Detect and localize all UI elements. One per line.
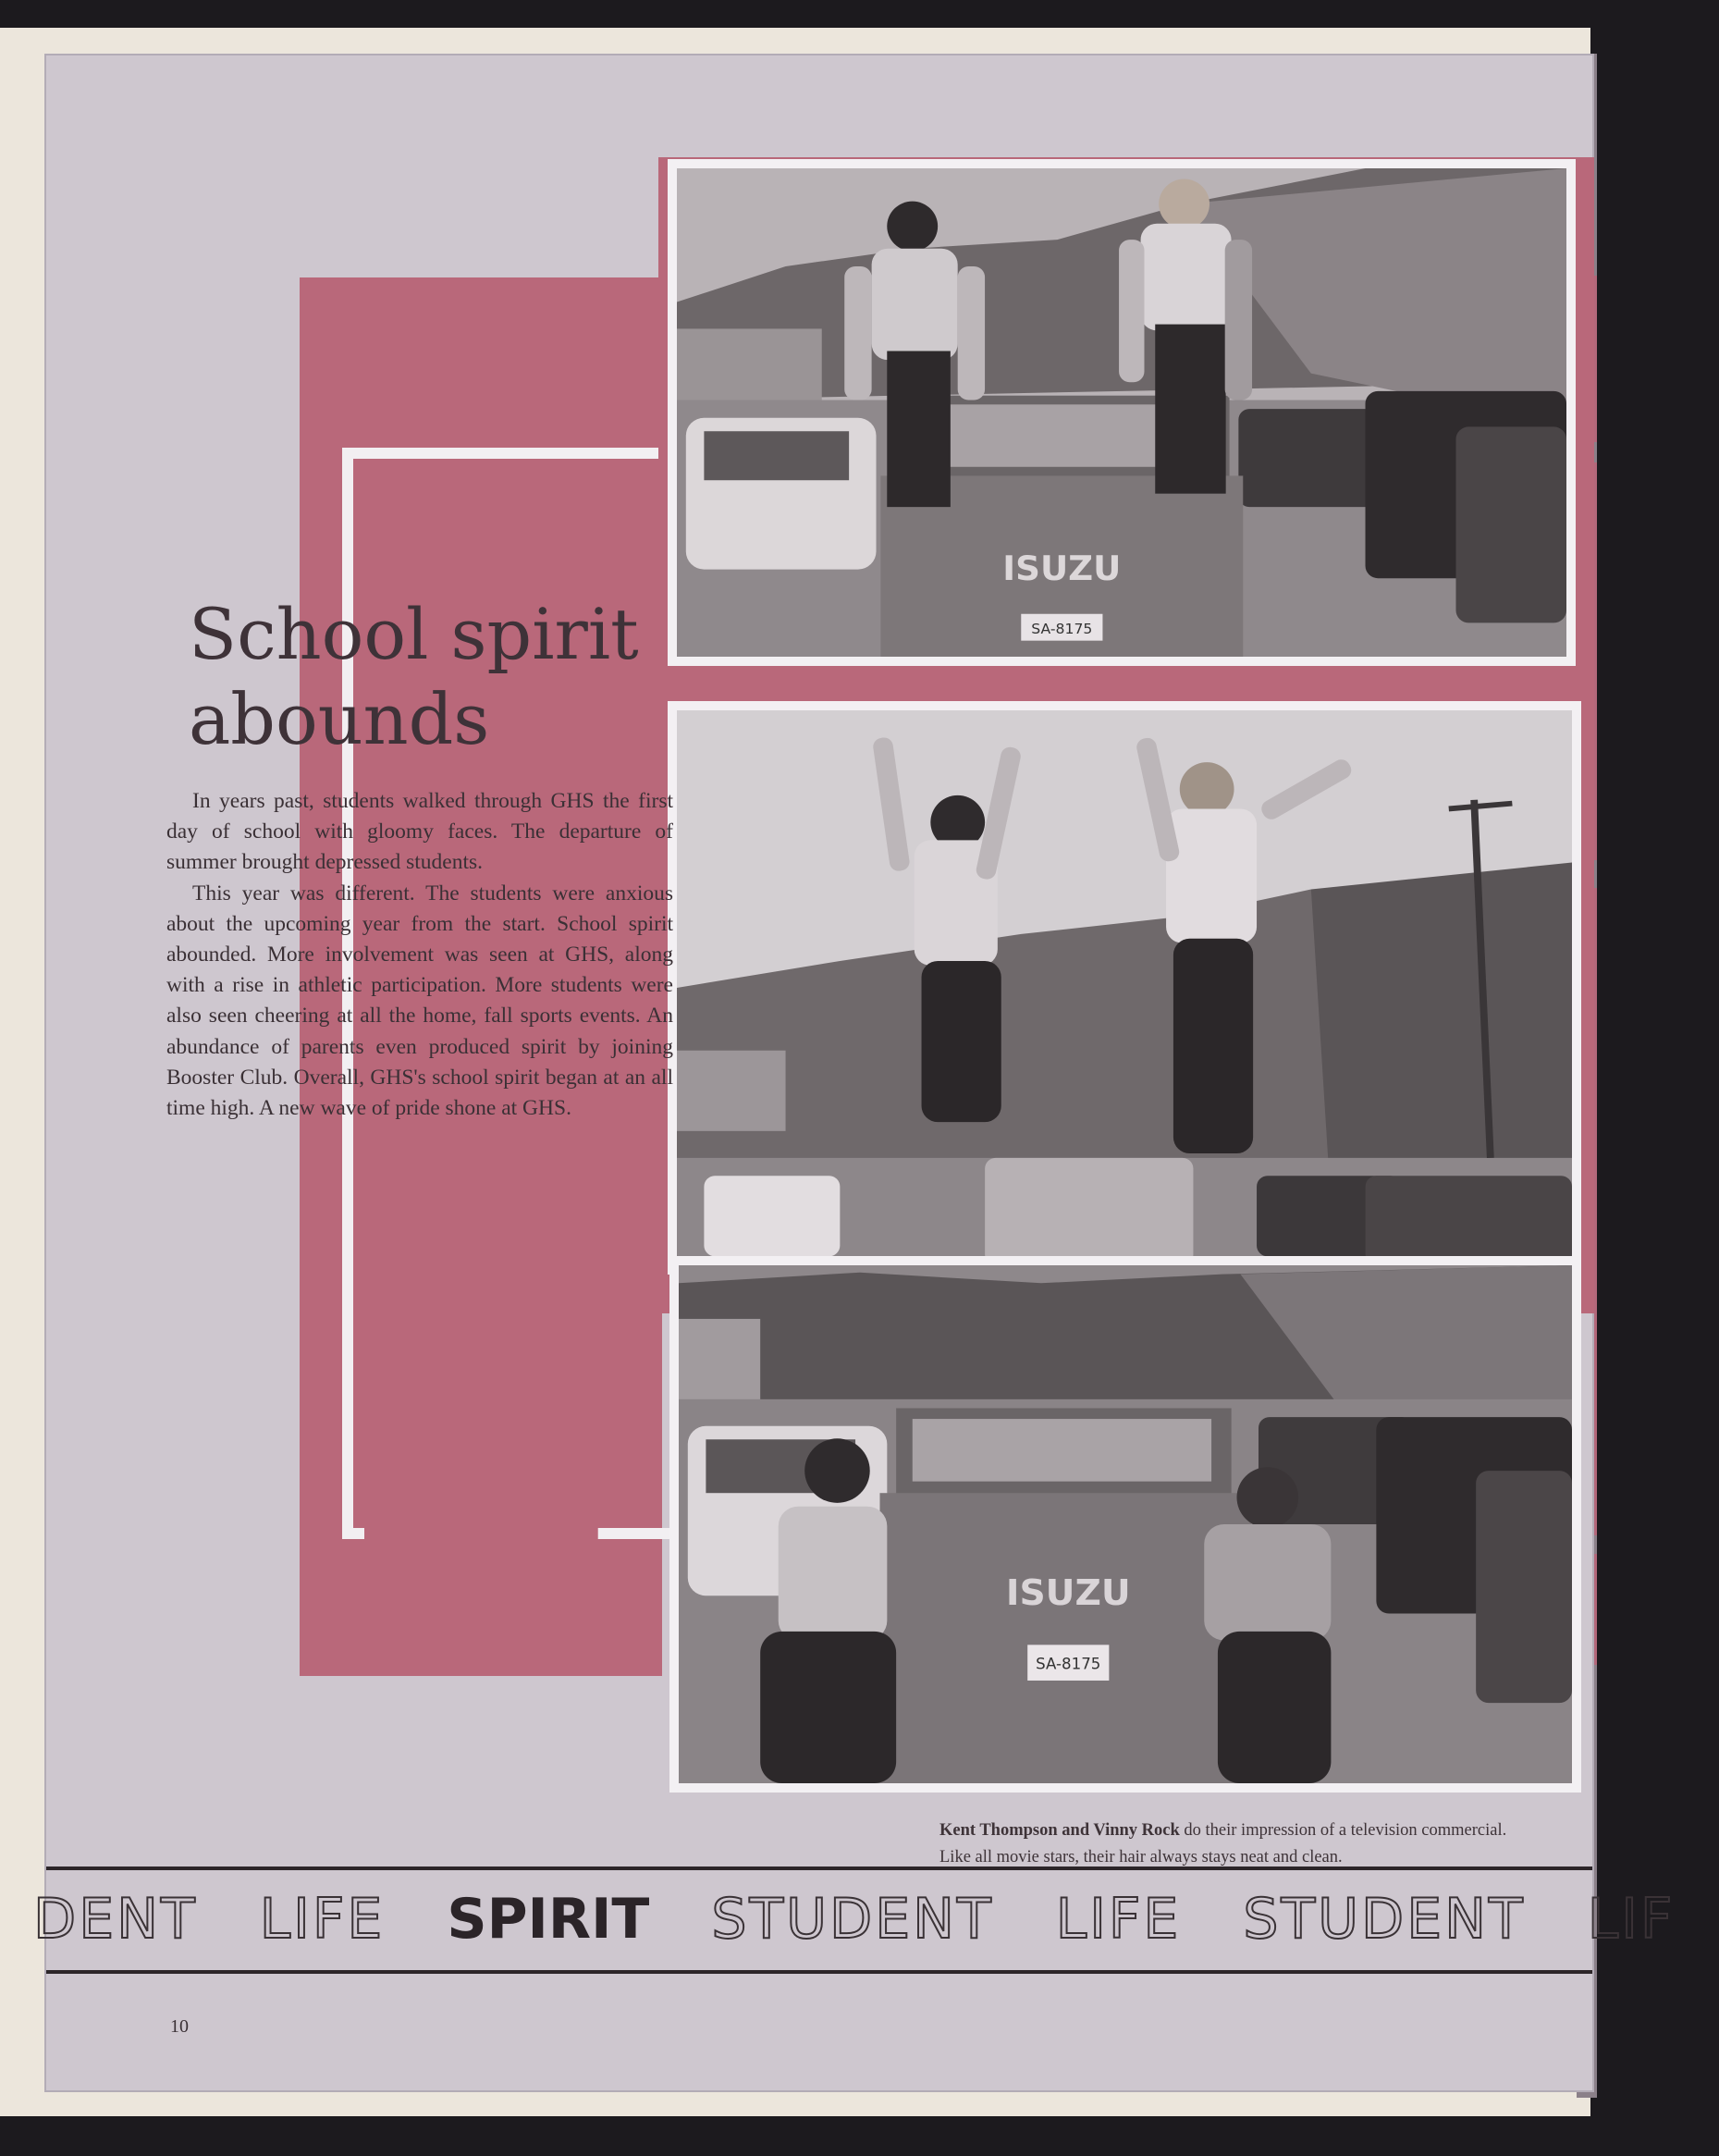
photo-caption [939,1817,1633,1871]
caption-text-line-2: Like all movie stars, their hair always stays neat and clean. [939,1848,1343,1866]
caption-names: Kent Thompson and Vinny Rock [939,1821,1180,1840]
headline-line-1: School spirit [189,593,639,675]
banner-word-highlight: SPIRIT [447,1887,650,1952]
photo-standing-on-truck-image [677,168,1566,657]
page-number: 10 [170,2016,189,2037]
banner-word: LIFE [259,1887,386,1952]
photo-standing-on-truck [668,159,1576,666]
banner-word: STUDENT [1243,1887,1526,1952]
article-paragraph-1: In years past, students walked through GHS the first day of school with gloomy faces. The departure of summer brought depressed students. [166,789,673,875]
license-plate-text: SA-8175 [1036,1655,1101,1673]
photo-crouching-by-truck-image [679,1265,1572,1783]
caption-text-line-1: do their impression of a television commercial. [1179,1821,1507,1840]
photo-jumping [668,701,1581,1275]
section-banner [33,1873,1676,1965]
banner-bottom-rule [46,1970,1592,1974]
truck-brand-text: ISUZU [1002,548,1122,589]
yearbook-page [33,54,1676,2092]
article-paragraph-2: This year was different. The students were anxious about the upcoming year from the start. School spirit abounded. More involvement was seen at GHS, along with a rise in athletic participation. More students were also seen cheering at all the home, fall sports events. An abundance of parents even produced spirit by joining Booster Club. Overall, GHS's school spirit began at an all time high. A new wave of pride shone at GHS. [166,881,673,1121]
banner-word: LIFE [1055,1887,1182,1952]
banner-word: STUDENT [711,1887,994,1952]
article-headline [189,592,639,762]
banner-top-rule [46,1866,1592,1870]
truck-brand-text: ISUZU [1005,1572,1131,1614]
photo-crouching-by-truck [669,1256,1581,1793]
license-plate-text: SA-8175 [1031,621,1093,637]
headline-line-2: abounds [189,678,490,760]
article-body [166,786,673,1124]
photo-jumping-image [677,710,1572,1265]
banner-word: DENT [33,1887,198,1952]
banner-word: LIF [1587,1887,1676,1952]
